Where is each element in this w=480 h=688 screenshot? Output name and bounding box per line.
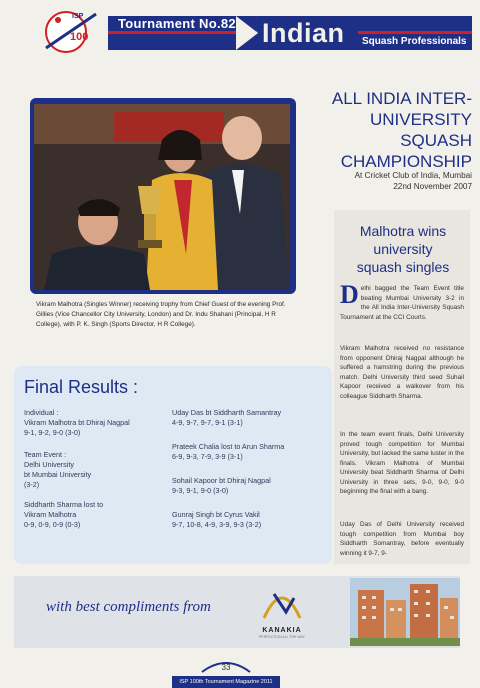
- result-label: Individual :: [24, 408, 59, 417]
- photo-caption: Vikram Malhotra (Singles Winner) receiving trophy from Chief Guest of the evening Prof. Gillies (Vice Chancellor City University, London) and Dr. Indu Shahani (Principal, H R College), with P. K. Singh (Sports Director, H R College).: [36, 301, 286, 328]
- result-match: Vikram Malhotra: [24, 510, 77, 519]
- logo-text: ISP: [72, 13, 84, 20]
- article-paragraph-4: Uday Das of Delhi University received tough competition from Mumbai boy Siddharth Somantray, before eventually winning it 9-7, 9-: [340, 521, 464, 557]
- main-title: [302, 88, 472, 172]
- result-das-samantray: [172, 408, 281, 428]
- result-match: Delhi University: [24, 460, 74, 469]
- isp-100-logo: [36, 4, 106, 56]
- article-heading-line-3: squash singles: [356, 259, 450, 275]
- result-score: 9-7, 10-8, 4-9, 3-9, 9-3 (3-2): [172, 520, 262, 529]
- title-line-1: ALL INDIA INTER-: [331, 89, 472, 108]
- title-line-2: UNIVERSITY SQUASH: [369, 110, 472, 150]
- venue-line-2: 22nd November 2007: [393, 182, 472, 191]
- buildings-image: [350, 578, 460, 646]
- article-paragraph-3: In the team event finals, Delhi University proved tough competition for Mumbai University, but lacked the same luster in the finals. Vikram Malhotra of Mumbai University beat Siddharth Sharma of Delhi University in three sets, 9-0, 9-0, 9-0 beginning the final with a bang.: [340, 431, 464, 495]
- venue-info: [302, 170, 472, 192]
- trophy-presentation-photo: [34, 104, 290, 290]
- result-score: (3-2): [24, 480, 40, 489]
- article-para-1-text: elhi bagged the Team Event title beating Mumbai University 3-2 in the All India Inter-University Squash Tournament at the CCI Courts.: [340, 285, 464, 321]
- result-score: 9-1, 9-2, 9-0 (3-0): [24, 428, 81, 437]
- title-line-3: CHAMPIONSHIP: [340, 152, 472, 171]
- venue-line-1: At Cricket Club of India, Mumbai: [354, 171, 472, 180]
- result-match: Uday Das bt Siddharth Samantray: [172, 408, 282, 417]
- tournament-number: Tournament No.82: [118, 16, 236, 31]
- result-singh-vakil: [172, 510, 261, 530]
- final-results-title: Final Results :: [24, 377, 139, 397]
- result-match: Prateek Chalia lost to Arun Sharma: [172, 442, 285, 451]
- result-chalia-sharma: [172, 442, 284, 462]
- result-team: [24, 450, 91, 490]
- result-score: 4-9, 9-7, 9-7, 9-1 (3-1): [172, 418, 243, 427]
- page-number: 33: [221, 663, 231, 672]
- result-sharma-malhotra: [24, 500, 103, 530]
- result-individual: [24, 408, 130, 438]
- article-heading-line-1: Malhotra wins: [359, 223, 447, 239]
- result-kapoor-nagpal: [172, 476, 271, 496]
- article-heading-line-2: university: [373, 241, 433, 257]
- result-score: 6-9, 9-3, 7-9, 3-9 (3-1): [172, 452, 243, 461]
- result-match: Sohail Kapoor bt Dhiraj Nagpal: [172, 476, 271, 485]
- logo-number: 100: [70, 31, 89, 43]
- kanakia-name: KANAKIA: [262, 627, 302, 634]
- page-number-badge: [200, 658, 252, 674]
- brand-subtitle: Squash Professionals: [362, 36, 467, 47]
- result-score: 0-9, 0-9, 0-9 (0-3): [24, 520, 81, 529]
- result-match: Vikram Malhotra bt Dhiraj Nagpal: [24, 418, 130, 427]
- kanakia-logo-icon: [256, 584, 308, 624]
- brand-title: Indian: [262, 18, 345, 48]
- result-match: bt Mumbai University: [24, 470, 92, 479]
- ad-compliments-text: with best compliments from: [46, 599, 211, 615]
- drop-cap: D: [340, 280, 359, 309]
- header-arrow: [236, 16, 258, 50]
- footer-text: ISP 100th Tournament Magazine 2011: [179, 679, 273, 685]
- article-heading: [340, 222, 466, 276]
- article-paragraph-2: Vikram Malhotra received no resistance from opponent Dhiraj Nagpal although he suffered a hamstring during the previous match. Delhi University third seed Suhail Kapoor received a walkover from his colleague Siddharth Sharma.: [340, 345, 464, 400]
- article-paragraph-1: [340, 280, 464, 322]
- result-score: 9-3, 9-1, 9-0 (3-0): [172, 486, 229, 495]
- kanakia-tagline: PERFECTION ALL THE WAY: [259, 635, 305, 639]
- result-label: Team Event :: [24, 450, 66, 459]
- result-match: Siddharth Sharma lost to: [24, 500, 104, 509]
- result-match: Gunraj Singh bt Cyrus Vakil: [172, 510, 260, 519]
